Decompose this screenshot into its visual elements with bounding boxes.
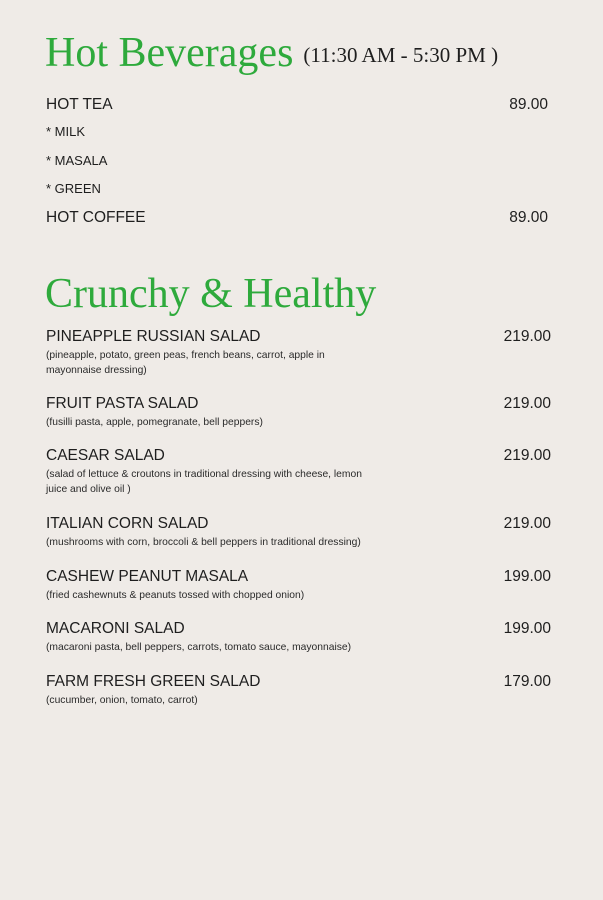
menu-item-price: 219.00: [503, 447, 551, 464]
menu-item: [46, 394, 551, 430]
crunchy-healthy-title: Crunchy & Healthy: [45, 271, 377, 317]
menu-item-name: PINEAPPLE RUSSIAN SALAD: [46, 328, 261, 345]
menu-item-price: 219.00: [503, 515, 551, 532]
menu-item-price: 179.00: [503, 673, 551, 690]
menu-item-price: 199.00: [503, 568, 551, 585]
beverage-name: HOT COFFEE: [46, 209, 146, 226]
menu-item-price: 219.00: [503, 395, 551, 412]
menu-item-name: ITALIAN CORN SALAD: [46, 515, 209, 532]
beverage-option-milk: [46, 124, 548, 146]
menu-item-name: FRUIT PASTA SALAD: [46, 395, 199, 412]
menu-item-description: (macaroni pasta, bell peppers, carrots, tomato sauce, mayonnaise): [46, 642, 352, 653]
beverage-option-green: [46, 181, 548, 203]
menu-item-description: (mushrooms with corn, broccoli & bell peppers in traditional dressing): [46, 537, 361, 548]
beverage-option: * GREEN: [46, 181, 101, 196]
beverage-price: 89.00: [509, 209, 548, 226]
beverage-name: HOT TEA: [46, 96, 113, 113]
menu-item: [46, 619, 551, 655]
menu-item-description: (fried cashewnuts & peanuts tossed with chopped onion): [46, 590, 305, 601]
menu-item-description: (salad of lettuce & croutons in traditional dressing with cheese, lemon juice and olive oil ): [46, 469, 362, 495]
menu-item: [46, 514, 551, 550]
menu-item-description: (fusilli pasta, apple, pomegranate, bell peppers): [46, 417, 263, 428]
beverage-item-hot-coffee: [46, 209, 548, 231]
menu-item-name: FARM FRESH GREEN SALAD: [46, 673, 261, 690]
menu-item: [46, 567, 551, 603]
hot-beverages-hours: (11:30 AM - 5:30 PM ): [303, 43, 499, 67]
menu-item-name: CASHEW PEANUT MASALA: [46, 568, 249, 585]
menu-item: [46, 446, 551, 497]
beverage-price: 89.00: [509, 96, 548, 113]
beverage-option: * MASALA: [46, 153, 108, 168]
menu-item: [46, 672, 551, 708]
menu-item-name: MACARONI SALAD: [46, 620, 185, 637]
menu-item-description: (cucumber, onion, tomato, carrot): [46, 695, 198, 706]
beverage-option-masala: [46, 153, 548, 175]
hot-beverages-heading: [45, 32, 498, 74]
beverage-option: * MILK: [46, 124, 86, 139]
menu-item-name: CAESAR SALAD: [46, 447, 165, 464]
menu-item-price: 199.00: [503, 620, 551, 637]
hot-beverages-title: Hot Beverages: [45, 30, 294, 76]
menu-item: [46, 327, 551, 378]
menu-item-description: (pineapple, potato, green peas, french beans, carrot, apple in mayonnaise dressing): [46, 350, 325, 376]
beverage-item-hot-tea: [46, 96, 548, 118]
crunchy-healthy-heading: [45, 273, 376, 315]
menu-item-price: 219.00: [503, 328, 551, 345]
